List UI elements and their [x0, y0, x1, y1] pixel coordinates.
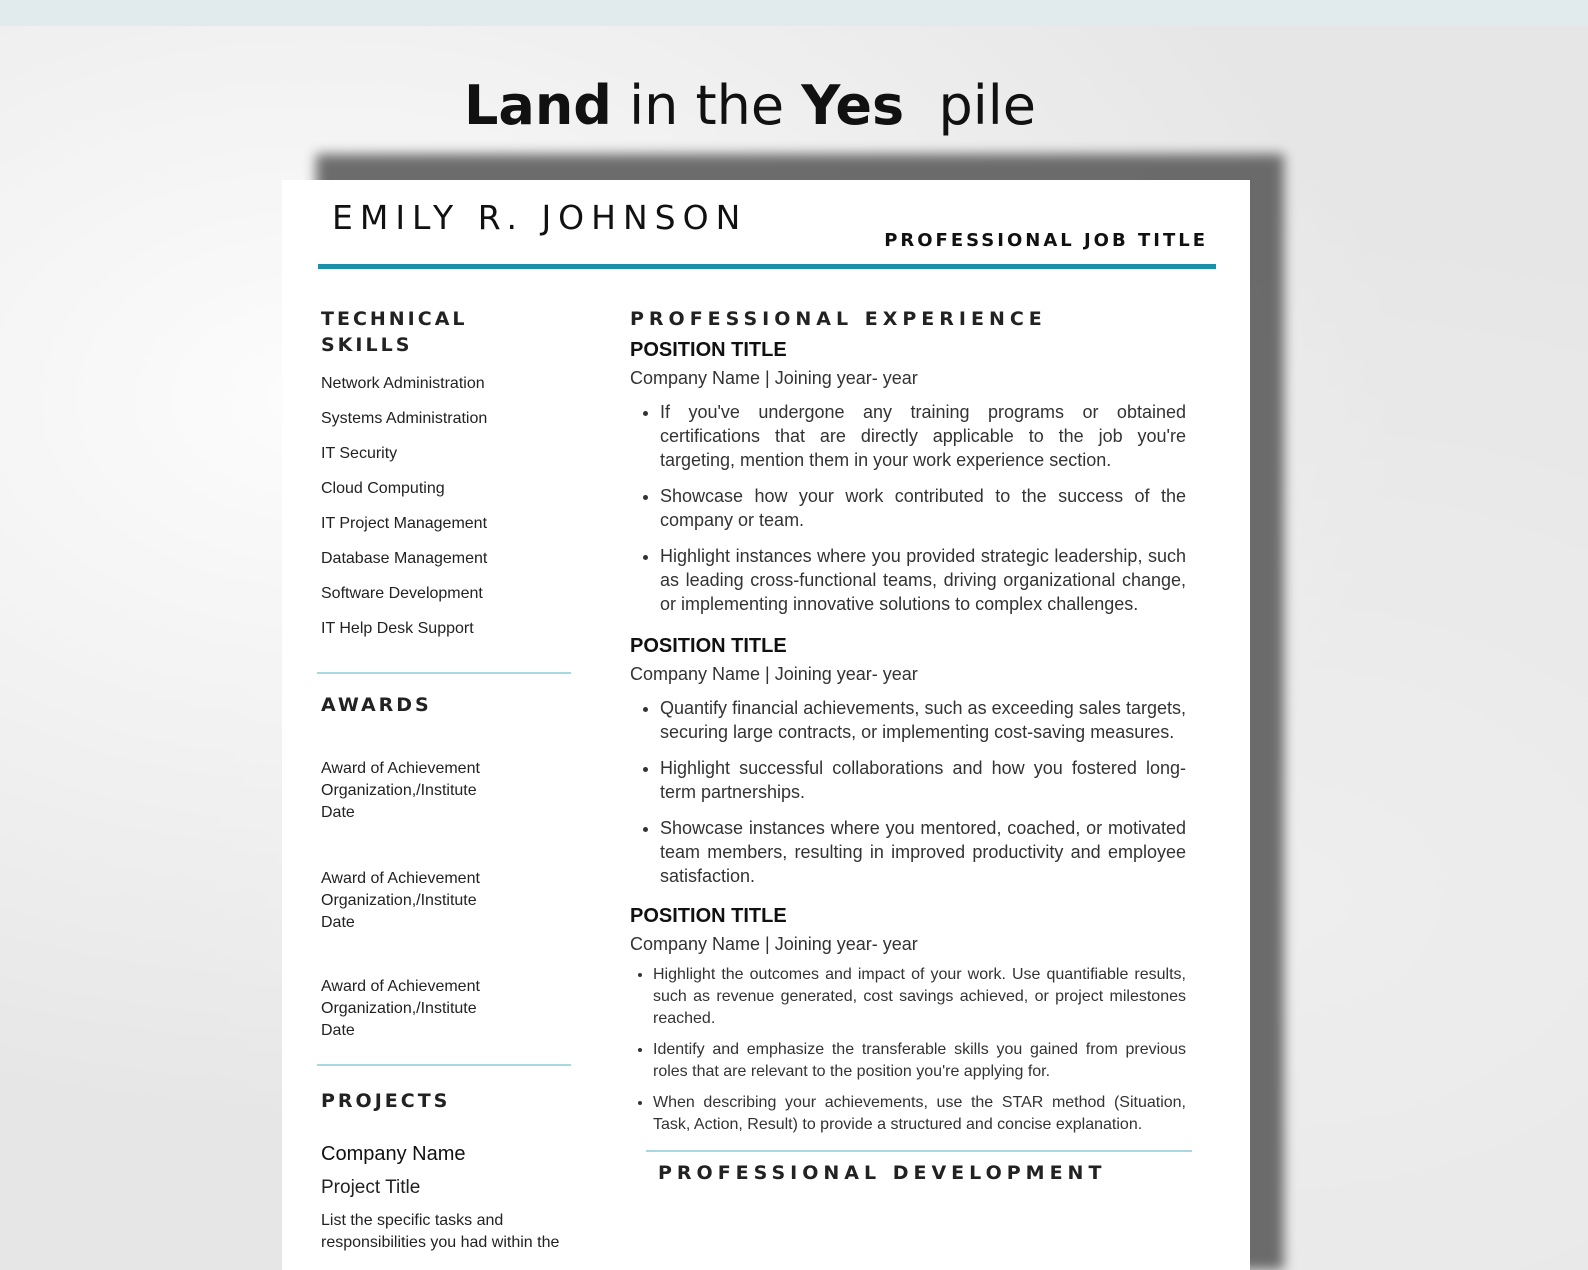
award-date: Date — [321, 1022, 355, 1039]
banner-bold-yes: Yes — [801, 74, 905, 137]
skill-item: Database Management — [321, 550, 488, 567]
project-company: Company Name — [321, 1143, 466, 1165]
award-item — [321, 868, 581, 934]
award-title: Award of Achievement — [321, 870, 480, 887]
skill-item: Systems Administration — [321, 410, 488, 427]
project-description: List the specific tasks and responsibilities you had within the — [321, 1212, 560, 1251]
award-item — [321, 758, 581, 824]
skill-item: Network Administration — [321, 375, 485, 392]
company-line: Company Name | Joining year- year — [630, 664, 918, 684]
bullet-item: • Showcase how your work contributed to the success of the company or team. — [660, 484, 1186, 532]
bullet-item: • Highlight instances where you provided strategic leadership, such as leading cross-functional teams, driving organizational change, or implementing innovative solutions to complex challenges. — [660, 544, 1186, 616]
company-line: Company Name | Joining year- year — [630, 368, 918, 388]
award-title: Award of Achievement — [321, 978, 480, 995]
banner-tail: pile — [904, 74, 1037, 137]
position-block — [630, 634, 1186, 888]
skill-item: IT Security — [321, 445, 398, 462]
technical-skills-heading — [321, 306, 581, 358]
bullet-item: • If you've undergone any training programs or obtained certifications that are directly applicable to the job you're targeting, mention them in your work experience section. — [660, 400, 1186, 472]
awards-heading: AWARDS — [321, 694, 432, 716]
heading-line: SKILLS — [321, 334, 413, 356]
position-block — [630, 904, 1186, 1136]
company-line: Company Name | Joining year- year — [630, 934, 918, 954]
resume-job-title: PROFESSIONAL JOB TITLE — [884, 230, 1208, 251]
heading-line: TECHNICAL — [321, 308, 468, 330]
bullet-list — [630, 696, 1186, 888]
award-title: Award of Achievement — [321, 760, 480, 777]
top-strip — [0, 0, 1588, 26]
position-block — [630, 338, 1186, 616]
bullet-item: • When describing your achievements, use the STAR method (Situation, Task, Action, Result) to provide a structured and concise explanation. — [653, 1092, 1186, 1136]
section-divider — [317, 1064, 571, 1066]
position-title: POSITION TITLE — [630, 339, 787, 361]
skill-item: IT Help Desk Support — [321, 620, 474, 637]
award-org: Organization,/Institute — [321, 892, 477, 909]
left-column — [321, 306, 581, 1254]
header-accent-rule — [318, 264, 1216, 269]
skill-item: Software Development — [321, 585, 483, 602]
bullet-item: • Highlight the outcomes and impact of your work. Use quantifiable results, such as revenue generated, cost savings achieved, or project milestones reached. — [653, 964, 1186, 1030]
skills-list — [321, 375, 581, 638]
project-title: Project Title — [321, 1177, 421, 1198]
banner-headline — [0, 74, 1500, 137]
banner-bold-land: Land — [463, 74, 612, 137]
award-org: Organization,/Institute — [321, 1000, 477, 1017]
skill-item: Cloud Computing — [321, 480, 445, 497]
award-org: Organization,/Institute — [321, 782, 477, 799]
bullet-list — [630, 964, 1186, 1136]
section-divider — [646, 1150, 1192, 1152]
banner-mid: in the — [611, 74, 802, 137]
right-column — [630, 306, 1186, 1184]
resume-name: EMILY R. JOHNSON — [332, 198, 748, 237]
position-title: POSITION TITLE — [630, 635, 787, 657]
bullet-item: • Showcase instances where you mentored, coached, or motivated team members, resulting in improved productivity and employee satisfaction. — [660, 816, 1186, 888]
award-date: Date — [321, 804, 355, 821]
award-date: Date — [321, 914, 355, 931]
section-divider — [317, 672, 571, 674]
bullet-item: • Highlight successful collaborations and how you fostered long-term partnerships. — [660, 756, 1186, 804]
bullet-item: • Quantify financial achievements, such as exceeding sales targets, securing large contracts, or implementing cost-saving measures. — [660, 696, 1186, 744]
bullet-list — [630, 400, 1186, 616]
bullet-item: • Identify and emphasize the transferable skills you gained from previous roles that are relevant to the position you're applying for. — [653, 1039, 1186, 1083]
skill-item: IT Project Management — [321, 515, 488, 532]
award-item — [321, 976, 581, 1042]
experience-heading: PROFESSIONAL EXPERIENCE — [630, 308, 1047, 330]
professional-development-heading: PROFESSIONAL DEVELOPMENT — [658, 1162, 1107, 1184]
resume-sheet — [282, 180, 1250, 1270]
projects-heading: PROJECTS — [321, 1090, 451, 1112]
position-title: POSITION TITLE — [630, 905, 787, 927]
